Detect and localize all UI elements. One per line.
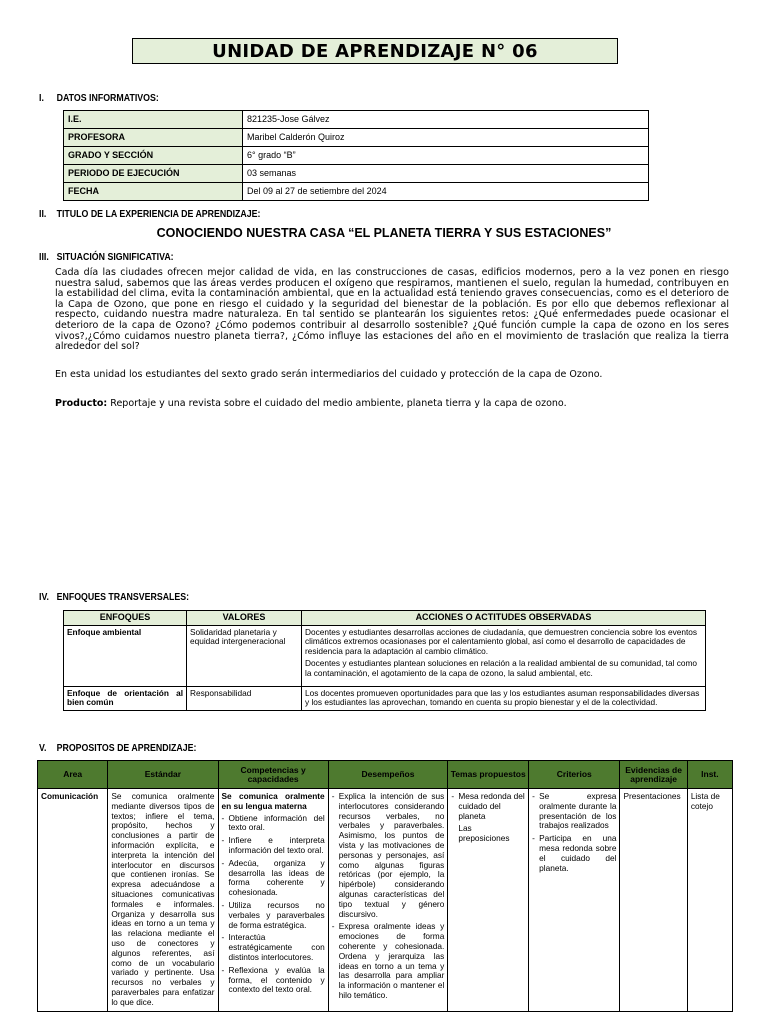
table-row: GRADO Y SECCIÓN 6° grado “B” [64,147,649,165]
page-title: UNIDAD DE APRENDIZAJE N° 06 [132,38,618,64]
product-text: Reportaje y una revista sobre el cuidado del medio ambiente, planeta tierra y la capa de ozono. [110,398,567,409]
product-label: Producto: [55,398,108,409]
situation-paragraph: Cada día las ciudades ofrecen mejor calidad de vida, en las construcciones de casas, edificios modernos, pero a la vez ponen en riesgo nuestra salud, sabemos que las áreas verdes producen el oxígeno que respiramos, mantienen el suelo, regulan la humedad, contribuyen en la estabilidad del clima, evita la contaminación ambiental, que en la actualidad está teniendo graves consecuencias, como es el deterioro de la Capa de Ozono, que pone en riesgo el cuidado y la seguridad del bienestar de la población. Es por ello que debemos reflexionar al respecto, cuidando nuestra madre naturaleza. En tal sentido se plantearán los siguientes retos: ¿Qué enfermedades puede ocasionar el deterioro de la capa de Ozono? ¿Cómo podemos contribuir al desarrollo sostenible? ¿Qué función cumple la capa de ozono en los seres vivos?,¿Cómo cuidamos nuestro planeta tierra?, ¿Cómo influye las estaciones del año en el movimiento de traslación que realiza la tierra alrededor del sol? [55,267,729,353]
section-heading-3: III. SITUACIÓN SIGNIFICATIVA: [39,252,174,263]
section-heading-1: I. DATOS INFORMATIVOS: [39,93,159,104]
table-row: FECHA Del 09 al 27 de setiembre del 2024 [64,183,649,201]
enfoques-table [63,610,706,711]
table-row: PERIODO DE EJECUCIÓN 03 semanas [64,165,649,183]
table-row: Enfoque de orientación al bien común Responsabilidad Los docentes promueven oportunidades para que las y los estudiantes asuman responsabilidades diversas y los estudiantes las aprovechan, tomando en cuenta su propio bienestar y el de la colectividad. [64,686,706,710]
section-heading-5: V. PROPOSITOS DE APRENDIZAJE: [39,743,197,754]
info-table [63,110,649,201]
table-row: Comunicación Se comunica oralmente mediante diversos tipos de textos; infiere el tema, propósito, hechos y conclusiones a partir de información explícita, e interpreta la intención del interlocutor en discursos que contienen ironías. Se expresa adecuándose a situaciones comunicativas formales e informales. Organiza y desarrolla sus ideas en torno a un tema y las relaciona mediante el uso de conectores y algunos referentes, así como de un vocabulario variado y pertinente. Usa recursos no verbales y paraverbales para enfatizar lo que dice. Se comunica oralmente en su lengua materna - Obtiene información del texto oral. - Infiere e interpreta información del texto oral. - Adecúa, organiza y desarrolla las ideas de forma coherente y cohesionada. - Utiliza recursos no verbales y paraverbales de forma estratégica. - Interactúa estratégicamente con distintos interlocutores. - Reflexiona y evalúa la forma, el contenido y contexto del texto oral. - Explica la intención de sus interlocutores considerando recursos verbales, no verbales y paraverbales. Asimismo, los puntos de vista y las motivaciones de personas y personajes, así como algunas figuras retóricas (por ejemplo, la hipérbole) considerando algunas características del tipo textual y género discursivo. - Expresa oralmente ideas y emociones de forma coherente y cohesionada. Ordena y jerarquiza las ideas en torno a un tema y las desarrolla para ampliar la información o mantener el hilo temático. - Mesa redonda del cuidado del planeta Las preposiciones - Se expresa oralmente durante la presentación de los trabajos realizados - Participa en una mesa redonda sobre el cuidado del planeta. Presentaciones Lista de cotejo [38,789,733,1012]
experience-title: CONOCIENDO NUESTRA CASA “EL PLANETA TIERRA Y SUS ESTACIONES” [156,226,612,240]
table-row: I.E. 821235-Jose Gálvez [64,111,649,129]
table-header-row: Area Estándar Competencias y capacidades Desempeños Temas propuestos Criterios Evidencias de aprendizaje Inst. [38,761,733,789]
table-row: PROFESORA Maribel Calderón Quiroz [64,129,649,147]
section-heading-2: II. TITULO DE LA EXPERIENCIA DE APRENDIZAJE: [39,209,261,220]
table-header-row: ENFOQUES VALORES ACCIONES O ACTITUDES OBSERVADAS [64,611,706,626]
situation-paragraph-2: En esta unidad los estudiantes del sexto grado serán intermediarios del cuidado y protección de la capa de Ozono. [55,369,603,380]
section-heading-4: IV. ENFOQUES TRANSVERSALES: [39,592,190,603]
product-line [55,399,729,410]
table-row: Enfoque ambiental Solidaridad planetaria y equidad intergeneracional Docentes y estudiantes desarrollas acciones de ciudadanía, que demuestren conciencia sobre los eventos climáticos extremos ocasionases por el calentamiento global, así como el desarrollo de capacidades de residencia para la adaptación al cambio climático. Docentes y estudiantes plantean soluciones en relación a la realidad ambiental de su comunidad, tal como la contaminación, el agotamiento de la capa de ozono, la salud ambiental, etc. [64,625,706,686]
propositos-table [37,760,733,1012]
